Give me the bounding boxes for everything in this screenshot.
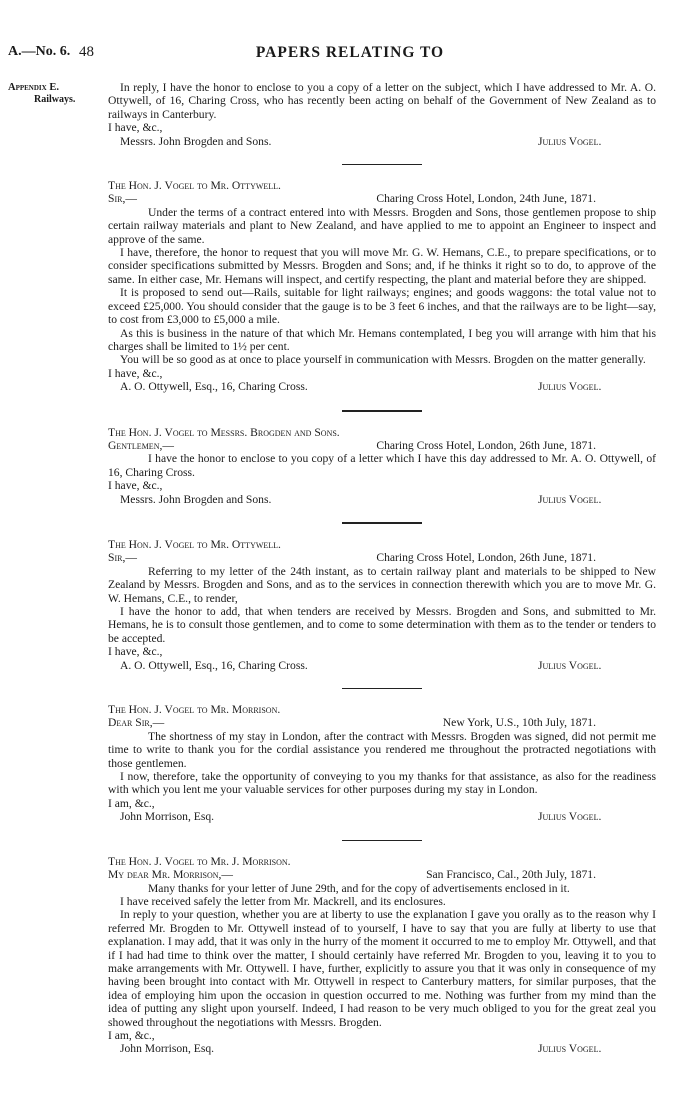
intro-signature: Julius Vogel. <box>538 134 602 148</box>
letter-heading: The Hon. J. Vogel to Mr. J. Morrison. <box>108 854 291 868</box>
letter-salutation: Sir,— <box>108 192 137 206</box>
intro-signature-line <box>108 135 656 148</box>
letter-closing: I have, &c., <box>108 366 163 380</box>
letter-paragraph: Under the terms of a contract entered into with Messrs. Brogden and Sons, those gentlemen propose to ship certain railway materials and plant to New Zealand, and have applied to me to appoint an Engineer to inspect and approve of the same. <box>108 205 656 246</box>
letter-salutation: Gentlemen,— <box>108 438 174 452</box>
divider <box>342 410 422 412</box>
letter-paragraph: I now, therefore, take the opportunity of conveying to you my thanks for that assistance, as also for the readiness with which you lent me your valuable services for other purposes during my stay in London. <box>108 770 656 797</box>
letter-salutation-line <box>108 868 656 881</box>
letter-salutation-line <box>108 439 656 452</box>
letter-signature: Julius Vogel. <box>538 658 602 672</box>
intro-letter <box>108 81 656 148</box>
intro-paragraph: In reply, I have the honor to enclose to you a copy of a letter on the subject, which I have addressed to Mr. A. O. Ottywell, of 16, Charing Cross, who has recently been acting on behalf of the Government of New Zealand as to railways in Canterbury. <box>108 81 656 121</box>
letter-signature: Julius Vogel. <box>538 380 602 394</box>
letter-signature-line <box>108 659 656 672</box>
divider <box>342 840 422 841</box>
letter-signature-line <box>108 810 656 823</box>
letter-salutation-line <box>108 716 656 729</box>
letter-paragraph: As this is business in the nature of that which Mr. Hemans contemplated, I beg you will arrange with him that his charges shall be limited to 1½ per cent. <box>108 326 656 353</box>
letter-addressee: Messrs. John Brogden and Sons. <box>120 492 272 506</box>
letter-addressee: A. O. Ottywell, Esq., 16, Charing Cross. <box>120 658 308 672</box>
letter-paragraph: You will be so good as at once to place yourself in communication with Messrs. Brogden on the matter generally. <box>120 353 646 367</box>
letter-closing: I am, &c., <box>108 1028 155 1042</box>
margin-appendix: Appendix E. <box>8 82 59 93</box>
letter-2 <box>108 426 656 506</box>
letter-signature-line <box>108 380 656 393</box>
letter-paragraph: In reply to your question, whether you are at liberty to use the explanation I gave you orally as to the reason why I referred Mr. Brogden to Mr. Ottywell instead of to yourself, I have to say that you are fully at liberty to use that explanation. I may add, that it was only in the hurry of the moment it occurred to me to employ Mr. Ottywell, and that if I had had time to think over the matter, I should certainly have referred Mr. Brogden to you, leaving it to you to make arrangements with Mr. Ottywell. I have, further, explicitly to assure you that it was only in consequence of my having been brought into contact with Mr. Ottywell in respect to Canterbury matters, for similar purposes, that the idea of employing him upon the occasion in question occurred to me. Nothing was further from my mind than the idea of putting any slight upon yourself. Indeed, I had reason to be very much obliged to you for the great zeal you showed throughout the negotiations with Messrs. Brogden. <box>108 908 656 1029</box>
letter-paragraph: Referring to my letter of the 24th instant, as to certain railway plant and materials to be shipped to New Zealand by Messrs. Brogden and Sons, and as to the services in connection therewith which you are to move Mr. G. W. Hemans, C.E., to render, <box>108 564 656 605</box>
document-body <box>108 81 656 1056</box>
letter-paragraph: I have the honor to enclose to you copy of a letter which I have this day addressed to Mr. A. O. Ottywell, of 16, Charing Cross. <box>108 452 656 479</box>
letter-salutation: Dear Sir,— <box>108 716 165 730</box>
letter-signature: Julius Vogel. <box>538 492 602 506</box>
page-number: 48 <box>79 44 94 60</box>
letter-closing: I am, &c., <box>108 796 155 810</box>
letter-addressee: A. O. Ottywell, Esq., 16, Charing Cross. <box>120 380 308 394</box>
letter-place-date: New York, U.S., 10th July, 1871. <box>442 716 596 730</box>
divider <box>342 164 422 165</box>
letter-paragraph: I have received safely the letter from Mr. Mackrell, and its enclosures. <box>120 894 446 908</box>
letter-heading: The Hon. J. Vogel to Mr. Ottywell. <box>108 537 281 551</box>
intro-addressee: Messrs. John Brogden and Sons. <box>120 134 272 148</box>
letter-place-date: Charing Cross Hotel, London, 24th June, 1871. <box>376 192 596 206</box>
letter-paragraph: It is proposed to send out—Rails, suitable for light railways; engines; and goods waggons: the total value not to exceed £25,000. You should consider that the gauge is to be 3 feet 6 inches, and that the railways are to be light—say, to cost from £3,000 to £5,000 a mile. <box>108 286 656 327</box>
running-title: PAPERS RELATING TO <box>255 44 445 61</box>
divider <box>342 688 422 689</box>
letter-signature: Julius Vogel. <box>538 810 602 824</box>
letter-salutation: Sir,— <box>108 551 137 565</box>
margin-topic: Railways. <box>34 94 76 105</box>
divider <box>342 522 422 524</box>
intro-closing: I have, &c., <box>108 121 163 135</box>
letter-paragraph: I have the honor to add, that when tenders are received by Messrs. Brogden and Sons, and submitted to Mr. Hemans, he is to consult those gentlemen, and to come to some determination with them as to the tender or tenders to be accepted. <box>108 605 656 645</box>
letter-heading: The Hon. J. Vogel to Messrs. Brogden and Sons. <box>108 425 340 439</box>
letter-addressee: John Morrison, Esq. <box>120 810 215 824</box>
letter-place-date: Charing Cross Hotel, London, 26th June, 1871. <box>376 438 596 452</box>
letter-1 <box>108 179 656 394</box>
letter-4 <box>108 703 656 824</box>
letter-paragraph: I have, therefore, the honor to request that you will move Mr. G. W. Hemans, C.E., to prepare specifications, or to consider specifications submitted by Messrs. Brogden and Sons; and, if he thinks it right so to do, to approve of the same. In either case, Mr. Hemans will inspect, and certify respecting, the plant and material before they are shipped. <box>108 246 656 286</box>
margin-note <box>8 82 98 106</box>
letter-salutation-line <box>108 551 656 564</box>
letter-heading: The Hon. J. Vogel to Mr. Morrison. <box>108 703 281 717</box>
letter-closing: I have, &c., <box>108 645 163 659</box>
letter-5 <box>108 855 656 1056</box>
letter-signature-line <box>108 1042 656 1055</box>
letter-place-date: Charing Cross Hotel, London, 26th June, 1871. <box>376 551 596 565</box>
letter-salutation: My dear Mr. Morrison,— <box>108 868 234 882</box>
letter-heading: The Hon. J. Vogel to Mr. Ottywell. <box>108 179 281 193</box>
letter-paragraph: Many thanks for your letter of June 29th, and for the copy of advertisements enclosed in it. <box>148 881 570 895</box>
document-reference: A.—No. 6. <box>8 44 71 59</box>
letter-paragraph: The shortness of my stay in London, after the contract with Messrs. Brogden was signed, did not permit me time to write to thank you for the cordial assistance you rendered me throughout the protracted negotiations with those gentlemen. <box>108 729 656 770</box>
letter-closing: I have, &c., <box>108 479 163 493</box>
letter-3 <box>108 538 656 672</box>
letter-place-date: San Francisco, Cal., 20th July, 1871. <box>426 868 596 882</box>
letter-salutation-line <box>108 192 656 205</box>
page-header <box>0 44 700 66</box>
letter-signature-line <box>108 493 656 506</box>
letter-signature: Julius Vogel. <box>538 1042 602 1056</box>
letter-addressee: John Morrison, Esq. <box>120 1042 215 1056</box>
